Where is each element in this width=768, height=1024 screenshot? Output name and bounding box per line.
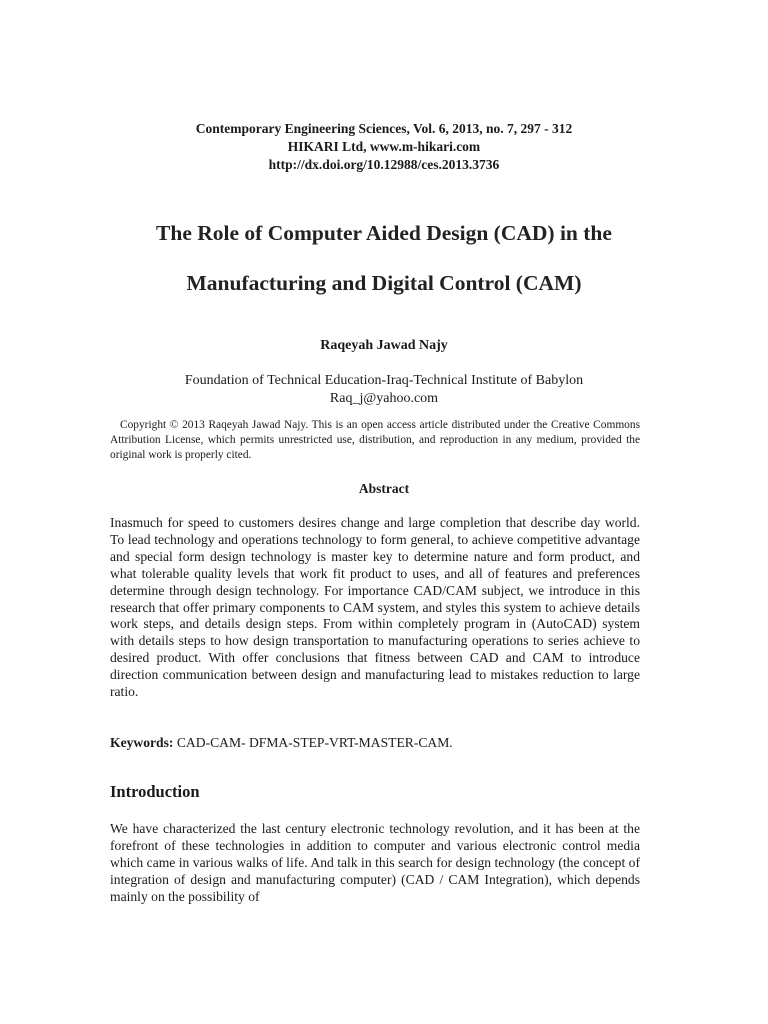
publisher-line: HIKARI Ltd, www.m-hikari.com bbox=[287, 139, 481, 154]
institution: Foundation of Technical Education-Iraq-Technical Institute of Babylon bbox=[184, 373, 584, 388]
introduction-body: We have characterized the last century electronic technology revolution, and it has been at the forefront of these technologies in addition to computer and various electronic control media which came in various walks of life. And talk in this search for design technology (the concept of integration of design and manufacturing computer) (CAD / CAM Integration), which depends mainly on the possibility of bbox=[110, 821, 640, 904]
copyright-notice: Copyright © 2013 Raqeyah Jawad Najy. This is an open access article distributed under the Creative Commons Attribution License, which permits unrestricted use, distribution, and reproduction in any medium, provided the original work is properly cited. bbox=[110, 419, 640, 461]
author-affiliation bbox=[0, 372, 768, 408]
introduction-heading: Introduction bbox=[110, 782, 200, 801]
journal-citation: Contemporary Engineering Sciences, Vol. 6, 2013, no. 7, 297 - 312 bbox=[195, 121, 573, 136]
author-name: Raqeyah Jawad Najy bbox=[320, 338, 448, 353]
keywords-value: CAD-CAM- DFMA-STEP-VRT-MASTER-CAM. bbox=[173, 735, 453, 750]
abstract-body: Inasmuch for speed to customers desires change and large completion that describe day world. To lead technology and operations technology to form general, to achieve competitive advantage and special form design technology is master key to determine nature and form product, and what tolerable quality levels that work fit product to uses, and all of features and preferences determine through design technology. For importance CAD/CAM subject, we introduce in this research that offer primary components to CAM system, and styles this system to achieve details work steps, and details design steps. From within completely program in (AutoCAD) system with details steps to how design transportation to manufacturing operations to series achieve to desired product. With offer conclusions that fitness between CAD and CAM to introduce direction communication between design and manufacturing lead to mistakes reduction to large ratio. bbox=[110, 515, 640, 700]
doi-link[interactable]: http://dx.doi.org/10.12988/ces.2013.3736 bbox=[268, 157, 500, 172]
keywords bbox=[110, 734, 640, 751]
paper-title-line-1: The Role of Computer Aided Design (CAD) in the bbox=[156, 221, 612, 245]
journal-header bbox=[0, 120, 768, 174]
keywords-label: Keywords: bbox=[110, 735, 174, 750]
paper-title-line-2: Manufacturing and Digital Control (CAM) bbox=[186, 271, 582, 295]
abstract-heading: Abstract bbox=[358, 481, 410, 496]
author-email[interactable]: Raq_j@yahoo.com bbox=[329, 391, 439, 406]
